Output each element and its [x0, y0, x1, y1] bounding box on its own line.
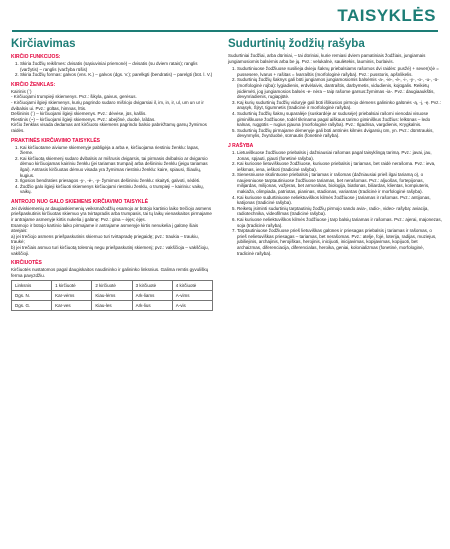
kirc-zenklai-title: KIRČIO ŽENKLAS: [11, 81, 56, 88]
list-item: 5. Sudurtinių žodžių pirmajame dėmenyje gali būti antrinės kilmės dvigarsių ūm, yn. Pvz.: dūmtraukis, devynmylis, žvyrduobė, sūrnautis (fonetinė rašyba). [237, 128, 442, 139]
kirciuotes-title: KIRČIUOTĖS [11, 260, 42, 267]
table-row [12, 291, 213, 301]
table-cell: Kar-ves [52, 301, 92, 311]
kirciuotes-table [11, 280, 213, 311]
list-item: - Kirčiuojami ilgieji skiemenys, kurių pagrindo sudaro mišriojo dvigarsiai il, im, in, ir, ul, um un ur ir dvibalsis ui. Pvz.: gūltas, himnas, lītis. [11, 99, 204, 111]
page-title: TAISYKLĖS [337, 6, 436, 25]
paragraph: b) jei trečiais asmuo turi kirčiuotą tolesnių negu priešpaskutinį skiemenį; pvz.: vakščioja – vakščioju, vakščioji. [11, 245, 209, 256]
list-item: 2. Kai kirčiuotą skiemenį sudaro dvibalsis ar mišrusis dvigarsis, tai pirmasis dvibalsio ar dvigarsio dėmuo kirčiuojamas kairiniu ženklu (jei tariamas trumpai) arba dešininiu ženklu (jeigu tariamas ilgai). Antrasis kirčiuotas dėmuo visada yra žymimas riestiniu ženklu: kaire, spiausi, Šiaulių, kugius. [20, 156, 213, 178]
table-cell: Ark-liams [132, 291, 172, 301]
table-header-cell: Linksnis [12, 281, 52, 291]
table-cell: Kiau-les [92, 301, 132, 311]
kirc-funkcijos-title: KIRČIO FUNKCIJOS: [11, 54, 61, 60]
list-item: - Kirčiuojami trumpieji skiemenys. Pvz.: šikyla, gaivus, gerėsus. [11, 94, 137, 100]
list-item: 3. Ilgosios bendraties priesagos -y-, -ė-, -y- žymimos dešininiu ženklu: skaityti, galvoti, sėdėti. [20, 178, 213, 184]
table-row [12, 281, 213, 291]
table-header-cell: 3 kirčiuotė [132, 281, 172, 291]
j-rasyba-title: J RAŠYBA [228, 142, 254, 149]
sudurtiniu-list [228, 66, 442, 139]
list-item: 2. Kai kurioose lietuviškuose žodžiuose, kuriuose priebalsis j tariamas, bet raidė nerašoma. Pvz.: ieva, ieškmas, iena, ieškoti (tradicinė rašyba). [237, 161, 442, 172]
list-item: 4. Žodžio galo ilgieji kirčiuoti skiemenys kirčiuojami riestiniu ženklu, o trumpieji – kairiniu: vaikų, vaikų. [20, 184, 213, 195]
kirciavimas-heading: Kirčiavimas [11, 38, 76, 50]
list-item: 4. Sudurtinių žodžių šaknų suparalėje (suskardėje ar sudusėje) priebalsiai rašomi vienodai visuose giminiškuose žodžiuose, todėl tikrinama pagal aiškaus tarimo giminiškus žodžius: lelkūnas – ledo kalnas, ruggūtis – rugius pjauna (morfologinė rašyba). Pvz.: Ilgadrisa, vargdienis, Krygkalnis. [237, 111, 442, 128]
kirc-funkcijos-list [11, 61, 213, 78]
paragraph: Jei dviskiemenių ar daugiaskiemenių veiksmažodžių esamojo ar būtojo kartinio laiko trečiojo asmens priešpaskutinis kirčiuotas skiemuo yra tvirtapradis arba trumpasis, tai tų laikų vienaskaitos pirmajame ir antrajame asmenyje kirtis nukelia į galūnę: Pvz.: gina – ėjęs; ėjęs. [11, 205, 212, 223]
table-cell: Dgs. N. [12, 291, 52, 301]
list-item: Kairinis (`) [11, 88, 32, 94]
list-item: 2. Sudurtinių žodžių šaknys gali būti jungiamos jungiamosiomis balsėmis -a-, -ie-, -ė-, -i-, -y-, -o-, -u-, -ū- (morfologinė rojba): lygiadienis, erdvėlaivis, dantraštis, darbymetis, vidudienis, kojūgalis. Reikėtų įsidėmėti, jog jungiamosios balsės -e- nėra – taip rašome garsus:žymimas -ia-. Pvz.: daugiaaukštis, devynriadienis, rugiapjūtė. [237, 77, 442, 99]
list-item: 5. Reiketų įsiminti sudurtinių tarptautinių žodžių pirmojo sando avia-, radio-, video- rašybą: aviacija, radiotechnika, videofilmas (tradicinė rašyba). [237, 206, 442, 217]
list-item: 1. Lietuviškuose žodžiuose priebalsis j dažniausiai rašomas pagal taisyklingą tarimą. Pvz.: javai, jau, Jonas, spjauti, pjauti (fonetinė rašyba). [237, 150, 442, 161]
title-rule [12, 30, 438, 32]
praktines-title: PRAKTINĖS KIRČIAVIMO TAISYKLĖS [11, 137, 100, 144]
antrojo-title: ANTROJO NUO GALO SKIEMENS KIRČIAVIMO TAISYKLĖ [11, 198, 149, 205]
list-item: 7. Tarptautiniuose žodžiuose prieš lietuviškas galūnes ir priesagas priebalsis j tariamas ir rašomas, o prieš nelietuviškas priesagas – tariamas, bet nerašomas. Pvz.: atelje, fojė, loterija, radijas, muziejus, jubiliejinis, archajinis, herojiškas, herojinis, inicijuoti, inicijavimas, kopijavimas, kopijuoti, bet archaizmas, diferenciacija, diferencialas, heroika, geniai, kolonializmas (fonetinė, morfologinė, tradicinė rašyba). [237, 228, 442, 256]
table-header-cell: 1 kirčiuotė [52, 281, 92, 291]
table-cell: Kar-vėms [52, 291, 92, 301]
right-column [228, 38, 442, 256]
left-column [11, 38, 213, 311]
list-item: 1. Sudurtiniuose žodžiuose susilieja dvieju šaknų priebalsiams rašomos dvi raidės: pusžė) + sever(s)ė = pussesere, lvarus + rašitas = lvarraštis (morfologinė rašyba). Pvz.: pusstoris, apšnlikelis. [237, 66, 442, 77]
list-item: 3. Sienesniuose skolintuose priebalsis j tariamas ir rašomas (dažniausiai prieš ilgai tariamą o), o naujesniuose tarptautiniuose žodžiuose tariamas, bet nerašomas. Pvz.: aljuošas, fortepijonas, milijardas, milijonas, vožjeras, bet armonikas, biologija, biatlonas, biliardas, klientas, kompiuteris, makiaža, olimpiada, patriotas, pianinas, stadionas, variantas (tradicinė ir morfologinė rašyba). [237, 172, 442, 194]
list-item: 4. Kai kuriuose sudurtiniuose neliektuviškos kilmės žodžiuose j tariamas ir rašomas. Pvz.: antijonas, katijonas (tradicinė rašyba). [237, 195, 442, 206]
kirc-zenklai-list [11, 89, 213, 134]
sudurtiniu-heading: Sudurtinių žodžių rašyba [228, 38, 365, 50]
praktines-list [11, 145, 213, 195]
list-item: 6. Kai kuriuose neliektuviškos kilmės žodžiuose j tarp balsių tariamas ir rašomas. Pvz.: ajerai, majonezas, soja (tradicinė rašyba). [237, 217, 442, 228]
list-item: Dešininis (´) – kirčiuojami ilgieji skiemenys. Pvz.: dėvėse, jūs, kašlis. [11, 111, 147, 117]
j-rasyba-list [228, 150, 442, 256]
list-item: Riestinis (~) – kirčiuojami ilgieji skiemenys. Pvz.: abejõnė, duobė, laĩdas. [11, 116, 156, 122]
paragraph: Kirčiuotės nustatomos pagal daugiskaitos naudininko ir galininko linksnius. Galima remtis gyvuliškų ferma pavyzdžiu. [11, 267, 209, 278]
list-item: 2. Skiria žodžių formas: galvos (vns. K.) – galvos (dgs. V.); parelkgti (bendratis) – parelgti (būt. l. V.) [20, 72, 213, 78]
list-item: 1. Skiria žodžių reikšmes: dvisatis (sąsiuviniai priemonė) – dvisatis (su dviem ratais); ranglis (varžytis) – ranglis (varžyba rūšis) [20, 61, 213, 72]
intro-paragraph: Sudurtiniai žodžiai, arba dūriniai, – tai dūriniai, kurie remiasi dviem pamatiniais žodžiais, jungiamais jungiamosiomis balsėmis arba be jų. Pvz.: velukalnė, saulėtekis, lauminis, burlaivis. [228, 53, 426, 64]
table-header-cell: 2 kirčiuotė [92, 281, 132, 291]
table-row [12, 301, 213, 311]
list-item: 1. Kai kirčiuotame aiviume skiemenyje pabligėja a arba e, kirčiuojama riestiniu ženklu: lapas, žieme. [20, 145, 213, 156]
list-item: 3. Kaj kurių sudurtinių žodžių viduryje gali būti išlikusios pirmojo dėmens galininko galūnės -ą, -į, -ę. Pvz.: anąsyk, Šįryt, tigumnetis (tradicinė ir morfologinė rašyba). [237, 100, 442, 111]
table-cell: A-vis [172, 301, 212, 311]
table-cell: Dgs. G. [12, 301, 52, 311]
list-item: Kirčio ženklas visada dedamas ant kirčiuoto skiemens pagrindo balsio pabrėžtamų garsų žymimos raidės. [11, 122, 207, 133]
table-header-cell: 4 kirčiuotė [172, 281, 212, 291]
table-cell: A-vims [172, 291, 212, 301]
table-cell: Ark-lius [132, 301, 172, 311]
paragraph: a) jei trečiojo asmens priešpaskutinis skiemuo turi tvirtapradę priegaidę; pvz.: traukia – traukiu, traukė; [11, 233, 199, 245]
table-cell: Kiau-lėms [92, 291, 132, 301]
paragraph: Esamojo ir būtojo kartinio laiko pirmajame ir antrajame asmenyje kirtis nenukelia į galūnę šiais atvejais: [11, 222, 199, 234]
